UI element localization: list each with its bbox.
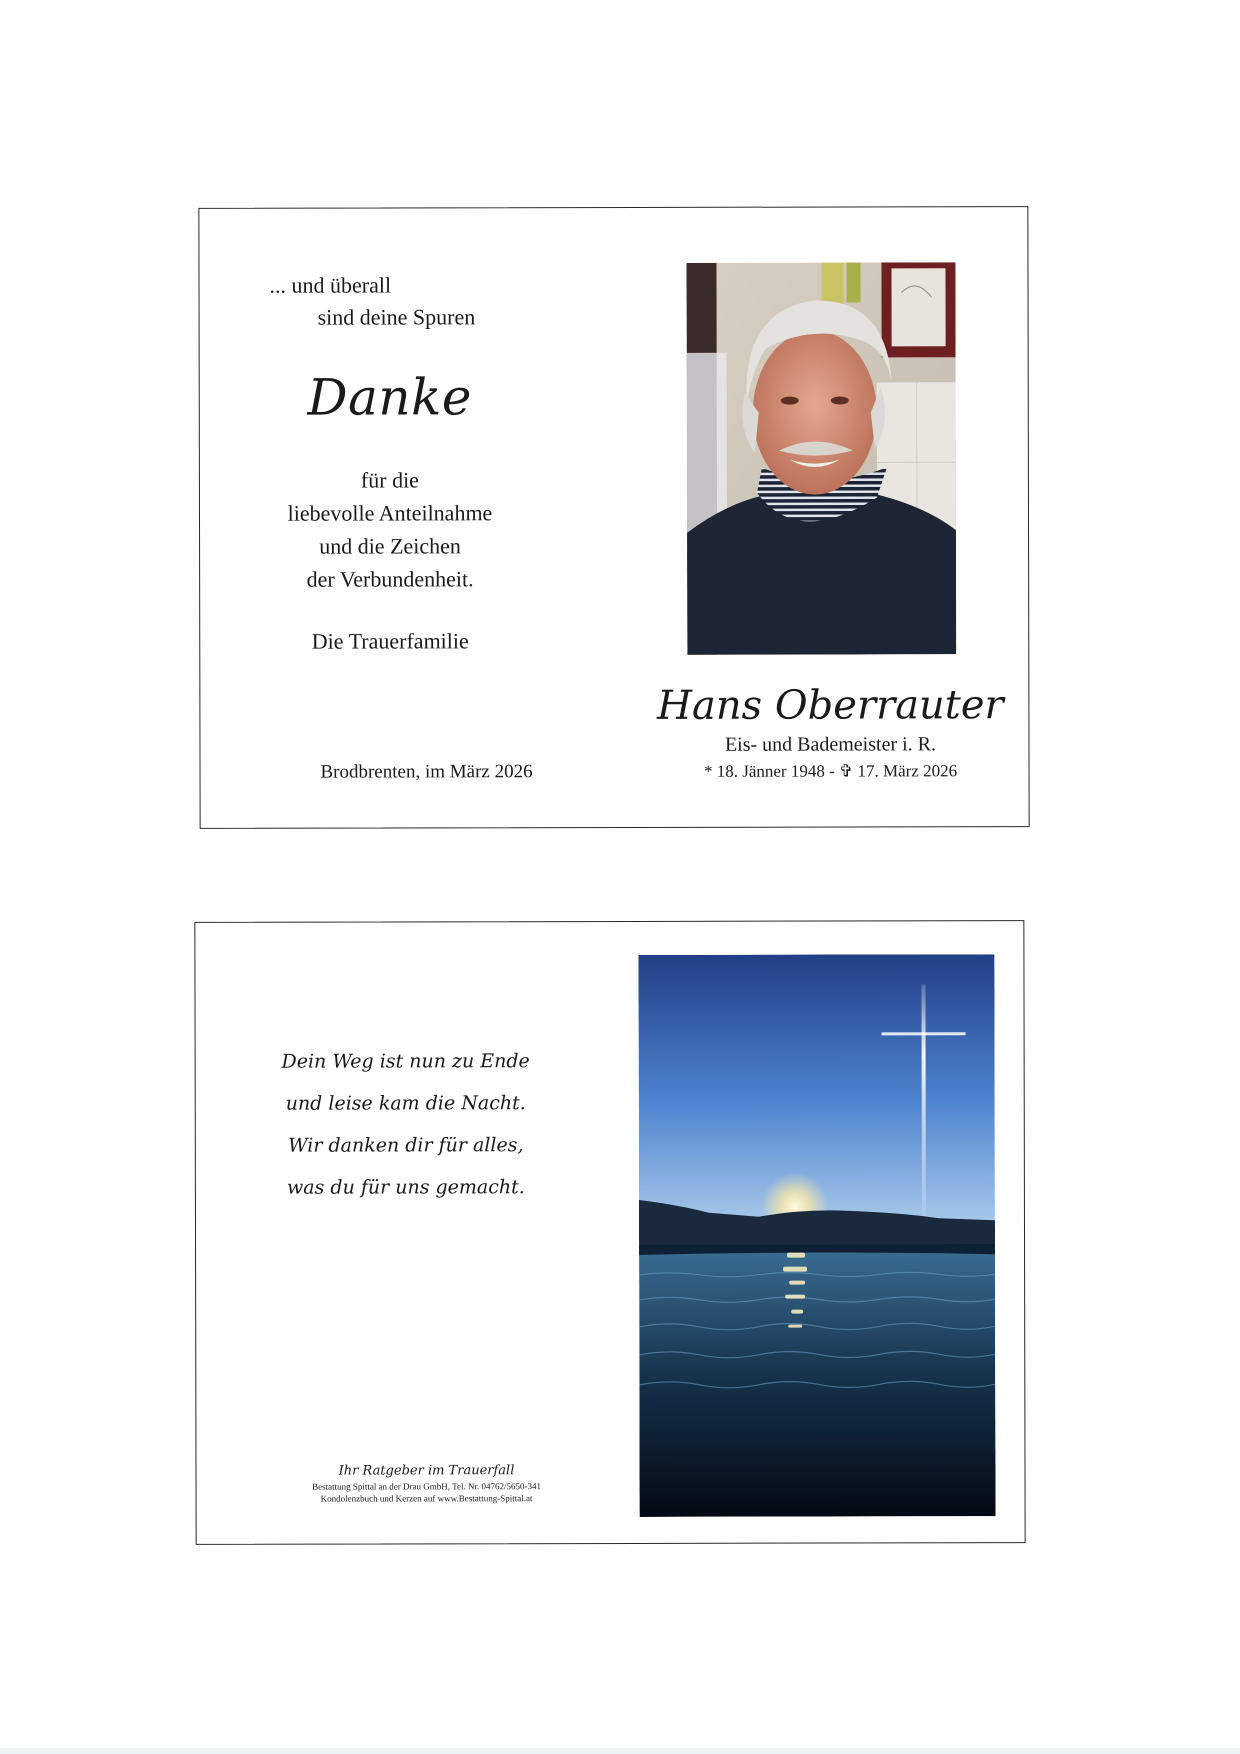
poem — [266, 1040, 546, 1209]
deceased-name: Hans Oberrauter — [657, 682, 1004, 729]
thanks-line: für die — [360, 467, 419, 493]
thanks-line: und die Zeichen — [319, 533, 461, 559]
motto-line-2: sind deine Spuren — [317, 304, 476, 330]
portrait-photo — [686, 262, 956, 655]
funeral-home-info — [256, 1462, 596, 1505]
life-dates: * 18. Jänner 1948 - ✞ 17. März 2026 — [703, 761, 958, 781]
thank-you-card-front — [198, 206, 1029, 829]
poem-line: Dein Weg ist nun zu Ende — [281, 1050, 530, 1073]
danke-heading: Danke — [307, 368, 473, 427]
funeral-home-website: Kondolenzbuch und Kerzen auf www.Bestattung-Spittal.at — [320, 1493, 533, 1504]
motto-line-1: ... und überall — [269, 272, 392, 298]
thanks-line: der Verbundenheit. — [306, 566, 474, 592]
poem-line: was du für uns gemacht. — [286, 1176, 525, 1199]
funeral-home-slogan: Ihr Ratgeber im Trauerfall — [338, 1463, 515, 1479]
thanks-line: liebevolle Anteilnahme — [287, 500, 493, 526]
lake-cross-photo — [638, 954, 995, 1517]
deceased-profession: Eis- und Bademeister i. R. — [724, 733, 937, 756]
thanks-text — [260, 463, 520, 596]
place-date: Brodbrenten, im März 2026 — [320, 761, 533, 783]
scan-edge — [0, 1748, 1240, 1754]
poem-line: und leise kam die Nacht. — [285, 1092, 526, 1115]
funeral-home-contact: Bestattung Spittal an der Drau GmbH, Tel. Nr. 04762/5650-341 — [312, 1481, 542, 1492]
family-signature: Die Trauerfamilie — [311, 628, 469, 654]
poem-line: Wir danken dir für alles, — [288, 1134, 524, 1157]
thank-you-card-back — [194, 920, 1025, 1545]
